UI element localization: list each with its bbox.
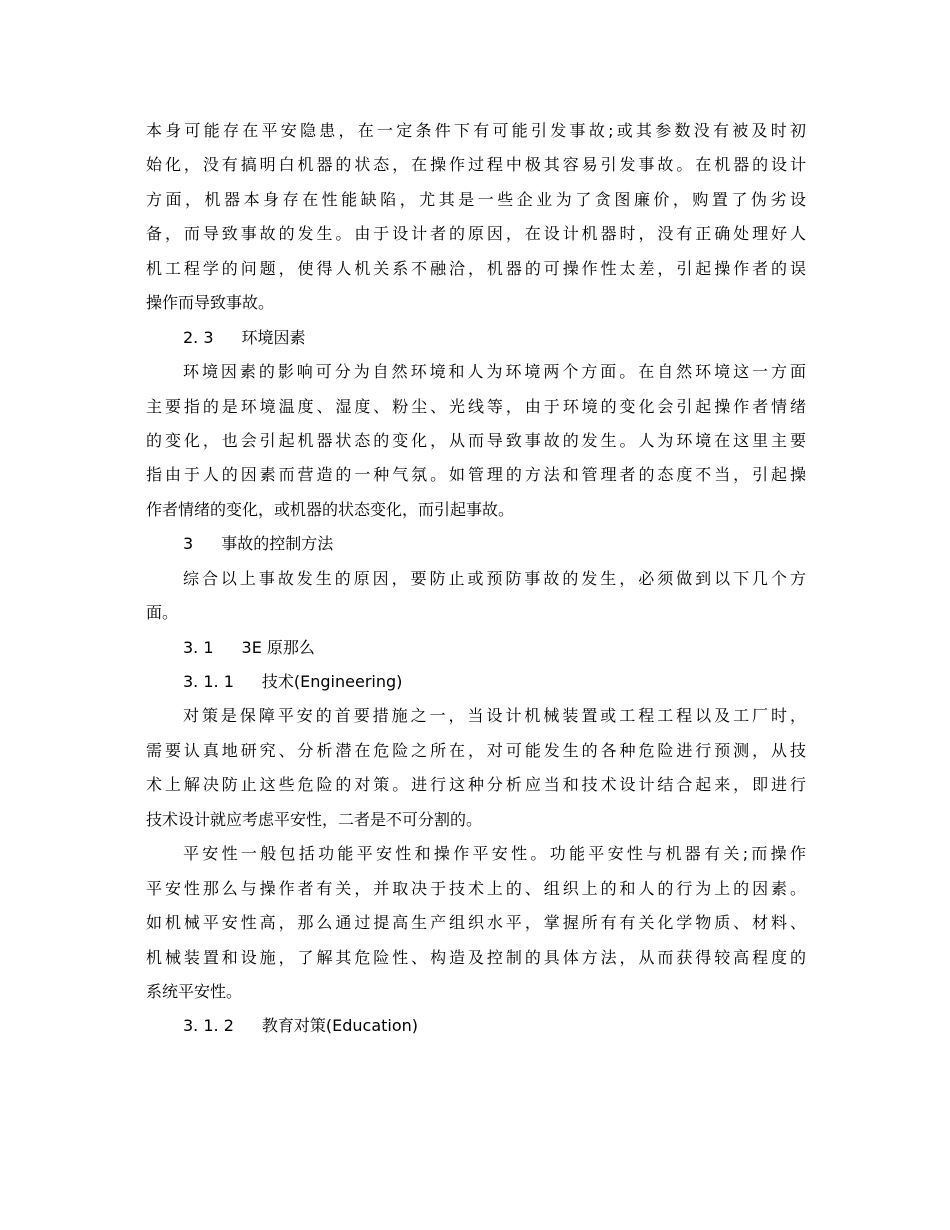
section-title: 3E 原那么 (241, 637, 315, 657)
section-title: 教育对策(Education) (261, 1016, 419, 1036)
paragraph-line: 技术设计就应考虑平安性，二者是不可分割的。 (146, 809, 483, 829)
paragraph-line: 如机械平安性高，那么通过提高生产组织水平，掌握所有有关化学物质、材料、 (146, 913, 806, 933)
section-heading (146, 1009, 806, 1043)
section-title: 事故的控制方法 (221, 534, 334, 554)
section-number: 3. 1. 2 (183, 1016, 234, 1036)
section-heading (146, 665, 806, 699)
section-heading (146, 527, 806, 561)
section-number: 2. 3 (183, 327, 214, 347)
document-body (146, 114, 806, 1044)
paragraph-line: 面。 (146, 603, 179, 623)
paragraph-line: 本身可能存在平安隐患，在一定条件下有可能引发事故;或其参数没有被及时初 (146, 121, 806, 140)
section-title: 环境因素 (241, 327, 306, 347)
paragraph-line: 环境因素的影响可分为自然环境和人为环境两个方面。在自然环境这一方面 (183, 362, 806, 382)
paragraph-line: 操作而导致事故。 (146, 293, 275, 313)
paragraph-line: 机械装置和设施，了解其危险性、构造及控制的具体方法，从而获得较高程度的 (146, 947, 806, 967)
paragraph-line: 术上解决防止这些危险的对策。进行这种分析应当和技术设计结合起来，即进行 (146, 775, 806, 795)
section-heading (146, 321, 806, 355)
paragraph-line: 对策是保障平安的首要措施之一，当设计机械装置或工程工程以及工厂时， (183, 706, 806, 726)
paragraph-line: 指由于人的因素而营造的一种气氛。如管理的方法和管理者的态度不当，引起操 (146, 465, 806, 485)
section-title: 技术(Engineering) (261, 672, 403, 691)
section-number: 3. 1. 1 (183, 672, 234, 691)
paragraph-line: 系统平安性。 (146, 981, 243, 1001)
section-heading (146, 631, 806, 665)
paragraph-line: 始化，没有搞明白机器的状态，在操作过程中极其容易引发事故。在机器的设计 (146, 155, 806, 175)
paragraph-line: 平安性那么与操作者有关，并取决于技术上的、组织上的和人的行为上的因素。 (146, 878, 806, 898)
section-number: 3 (183, 534, 194, 554)
paragraph-line: 的变化，也会引起机器状态的变化，从而导致事故的发生。人为环境在这里主要 (146, 430, 806, 450)
paragraph-line: 综合以上事故发生的原因，要防止或预防事故的发生，必须做到以下几个方 (183, 568, 806, 588)
section-number: 3. 1 (183, 637, 214, 657)
paragraph-line: 主要指的是环境温度、湿度、粉尘、光线等，由于环境的变化会引起操作者情绪 (146, 396, 806, 416)
paragraph-line: 方面，机器本身存在性能缺陷，尤其是一些企业为了贪图廉价，购置了伪劣设 (146, 189, 806, 209)
paragraph-line: 平安性一般包括功能平安性和操作平安性。功能平安性与机器有关;而操作 (183, 844, 806, 864)
paragraph-line: 作者情绪的变化，或机器的状态变化，而引起事故。 (146, 499, 515, 519)
paragraph-line: 备，而导致事故的发生。由于设计者的原因，在设计机器时，没有正确处理好人 (146, 224, 806, 244)
paragraph-line: 机工程学的问题，使得人机关系不融洽，机器的可操作性太差，引起操作者的误 (146, 258, 806, 278)
paragraph-line: 需要认真地研究、分析潜在危险之所在，对可能发生的各种危险进行预测，从技 (146, 740, 806, 760)
